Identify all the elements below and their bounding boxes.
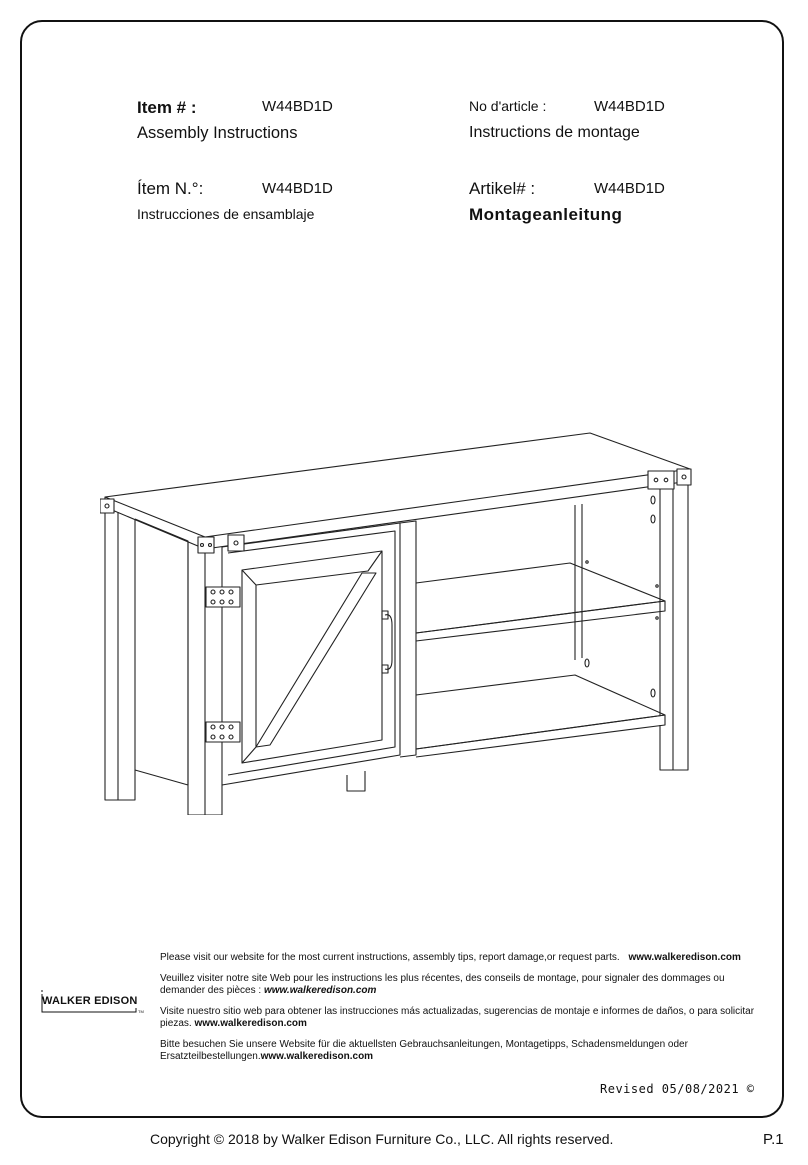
es-item-label: Ítem N.°: bbox=[137, 179, 204, 198]
page-number: P.1 bbox=[763, 1131, 784, 1148]
de-item-code: W44BD1D bbox=[594, 180, 665, 197]
note-french-url[interactable]: www.walkeredison.com bbox=[263, 985, 377, 996]
fr-item-label: No d'article : bbox=[469, 98, 547, 114]
note-spanish-text: Visite nuestro sitio web para obtener las instrucciones más actualizadas, sugerencias de montaje e informes de daños, o para solicitar piezas. bbox=[160, 1006, 755, 1029]
note-english-url[interactable]: www.walkeredison.com bbox=[628, 952, 741, 963]
es-item-code: W44BD1D bbox=[262, 180, 333, 197]
copyright-notice: Copyright © 2018 by Walker Edison Furniture Co., LLC. All rights reserved. bbox=[150, 1131, 614, 1147]
note-spanish-url[interactable]: www.walkeredison.com bbox=[194, 1018, 307, 1029]
en-item-code: W44BD1D bbox=[262, 98, 333, 115]
note-french-text: Veuillez visiter notre site Web pour les instructions les plus récentes, des conseils de montage, pour signaler des dommages ou demander des pièces : bbox=[160, 973, 725, 996]
note-german bbox=[160, 1039, 770, 1063]
de-title: Montageanleitung bbox=[469, 205, 623, 224]
en-title: Assembly Instructions bbox=[137, 124, 298, 142]
note-german-url[interactable]: www.walkeredison.com bbox=[260, 1051, 374, 1062]
note-english-text: Please visit our website for the most current instructions, assembly tips, report damage,or request parts. bbox=[160, 952, 620, 963]
note-german-text: Bitte besuchen Sie unsere Website für die aktuellsten Gebrauchsanleitungen, Montagetipps, Schadensmeldungen oder Ersatzteilbestellungen. bbox=[160, 1039, 688, 1062]
note-english bbox=[160, 952, 770, 964]
revision-date: Revised 05/08/2021 © bbox=[600, 1082, 755, 1096]
es-title: Instrucciones de ensamblaje bbox=[137, 206, 315, 222]
note-french bbox=[160, 973, 770, 997]
tv-stand-illustration bbox=[100, 425, 700, 815]
logo-trademark: TM bbox=[138, 1009, 144, 1014]
de-item-label: Artikel# : bbox=[469, 179, 536, 198]
fr-item-code: W44BD1D bbox=[594, 98, 665, 115]
logo-text: WALKER EDISON bbox=[42, 995, 138, 1007]
en-item-label: Item # : bbox=[137, 98, 197, 117]
walker-edison-logo bbox=[36, 990, 148, 1018]
fr-title: Instructions de montage bbox=[469, 124, 640, 141]
note-spanish bbox=[160, 1006, 770, 1030]
